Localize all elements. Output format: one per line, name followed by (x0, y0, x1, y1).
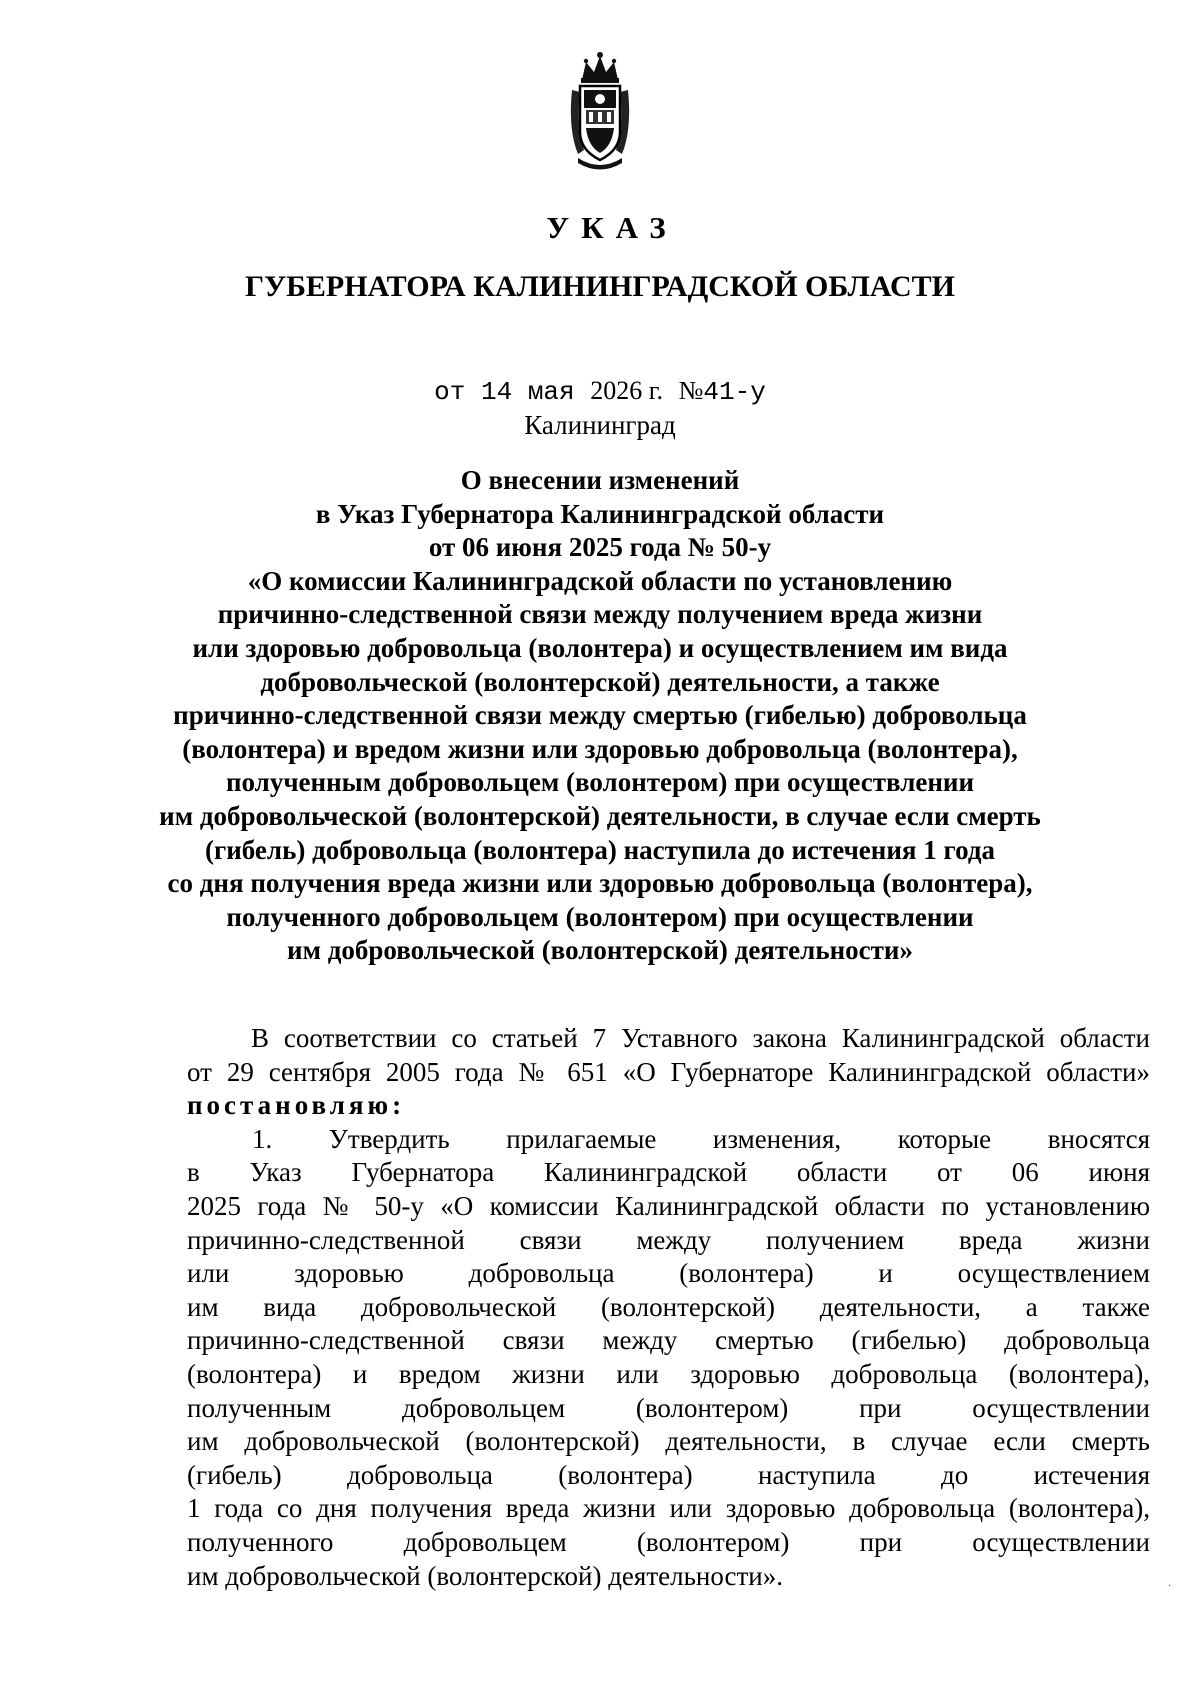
heading-line: им добровольческой (волонтерской) деятельности» (287, 935, 913, 966)
heading-line: причинно-следственной связи между получением вреда жизни (217, 599, 983, 630)
body-line: им добровольческой (волонтерской) деятельности, в случае если смерть (187, 1426, 1150, 1457)
body-line: в Указ Губернатора Калининградской области от 06 июня (187, 1157, 1150, 1188)
body-line: причинно-следственной связи между получением вреда жизни (187, 1224, 1150, 1255)
body-line: 1. Утвердить прилагаемые изменения, которые вносятся (252, 1123, 1150, 1154)
date-and-number-line (0, 376, 1200, 407)
body-line: или здоровью добровольца (волонтера) и осуществлением (187, 1258, 1150, 1289)
heading-line: «О комиссии Калининградской области по установлению (247, 565, 953, 596)
heading-line: полученного добровольцем (волонтером) при осуществлении (226, 901, 974, 932)
body-line: 1 года со дня получения вреда жизни или здоровью добровольца (волонтера), (187, 1493, 1150, 1524)
margin-mark: . (1168, 1575, 1171, 1589)
document-type-title: УКАЗ (546, 210, 678, 245)
number-label: № (678, 376, 704, 405)
date-day: 14 (481, 377, 513, 407)
heading-line: или здоровью добровольца (волонтера) и осуществлением им вида (192, 632, 1008, 663)
body-line: полученным добровольцем (волонтером) при осуществлении (187, 1392, 1150, 1423)
heading-line: в Указ Губернатора Калининградской области (315, 498, 885, 529)
date-from-label: от (434, 377, 466, 407)
document-heading (120, 464, 1080, 968)
body-line: В соответствии со статьей 7 Уставного закона Калининградской области (251, 1023, 1150, 1053)
heading-line: (гибель) добровольца (волонтера) наступила до истечения 1 года (204, 834, 995, 865)
coat-of-arms-emblem (564, 50, 636, 172)
date-year: 2026 г. (590, 376, 663, 405)
body-line: причинно-следственной связи между смертью (гибелью) добровольца (187, 1325, 1150, 1356)
body-line: от 29 сентября 2005 года № 651 «О Губернаторе Калининградской области» (187, 1056, 1150, 1087)
heading-line: полученным добровольцем (волонтером) при осуществлении (225, 767, 975, 798)
heading-line: (волонтера) и вредом жизни или здоровью добровольца (волонтера), (182, 733, 1018, 764)
issuer-title: ГУБЕРНАТОРА КАЛИНИНГРАДСКОЙ ОБЛАСТИ (244, 270, 956, 303)
body-line: (волонтера) и вредом жизни или здоровью добровольца (волонтера), (187, 1358, 1150, 1389)
heading-line: добровольческой (волонтерской) деятельности, а также (260, 666, 940, 697)
heading-line: от 06 июня 2025 года № 50-у (428, 532, 772, 563)
body-line: им добровольческой (волонтерской) деятельности». (187, 1560, 784, 1591)
heading-line: О внесении изменений (460, 465, 740, 495)
heading-line: причинно-следственной связи между смертью (гибелью) добровольца (173, 700, 1027, 731)
heading-line: со дня получения вреда жизни или здоровью добровольца (волонтера), (167, 868, 1033, 899)
heading-line: им добровольческой (волонтерской) деятельности, в случае если смерть (159, 800, 1041, 831)
decree-word: постановляю: (187, 1090, 406, 1121)
body-line: 2025 года № 50-у «О комиссии Калининградской области по установлению (187, 1190, 1150, 1221)
place-of-issue: Калининград (524, 410, 676, 440)
body-line: полученного добровольцем (волонтером) при осуществлении (187, 1526, 1150, 1557)
document-body (187, 1022, 1150, 1593)
document-number: 41-у (703, 377, 766, 407)
body-line: им вида добровольческой (волонтерской) деятельности, а также (187, 1291, 1150, 1322)
body-line: (гибель) добровольца (волонтера) наступила до истечения (187, 1459, 1150, 1490)
date-month: мая (527, 377, 575, 407)
